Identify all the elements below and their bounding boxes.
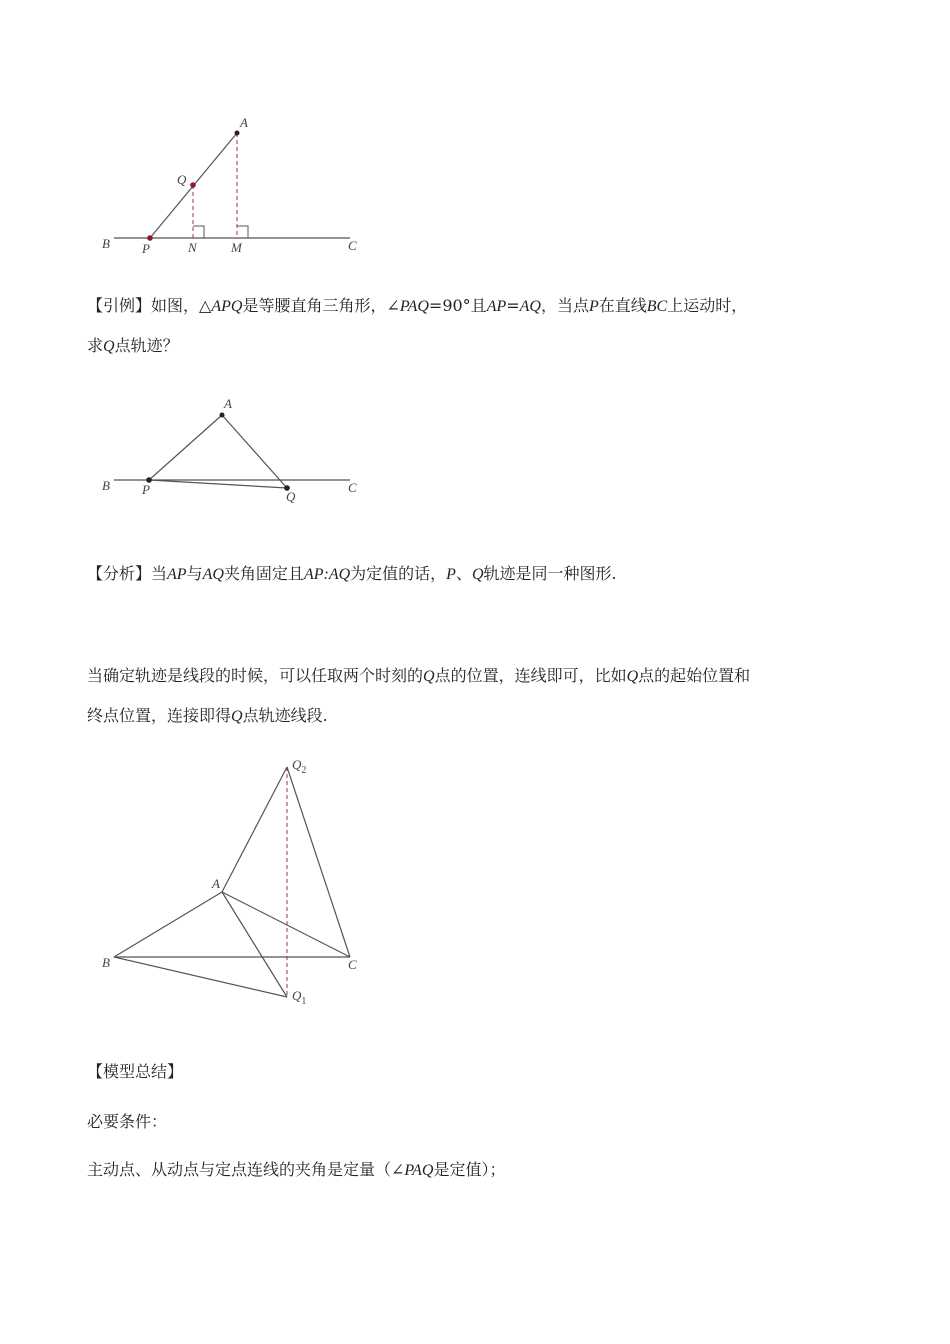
label-q2-letter: Q	[292, 757, 302, 772]
text: 为定值的话，	[350, 564, 447, 583]
math-q: Q	[103, 338, 115, 355]
math-q: Q	[231, 708, 243, 725]
point-a	[235, 131, 240, 136]
label-q: Q	[286, 489, 296, 504]
text: 、	[455, 564, 472, 583]
math-aq: AQ	[519, 298, 541, 315]
analysis-paragraph	[87, 556, 867, 593]
segment-line-2	[87, 698, 867, 735]
math-p: P	[588, 298, 599, 315]
label-c: C	[348, 480, 357, 495]
math-q: Q	[471, 566, 484, 583]
text: 当	[151, 564, 168, 583]
text: 轨迹是同一种图形.	[483, 564, 617, 583]
text: 点轨迹？	[114, 336, 179, 355]
math-q: Q	[626, 668, 639, 685]
analysis-line	[87, 556, 867, 593]
text: 点的位置，连线即可，比如	[434, 666, 627, 685]
right-angle-m	[237, 226, 248, 238]
segment-pq	[149, 480, 287, 488]
math-bc: BC	[646, 298, 668, 315]
figure-2-svg	[0, 392, 400, 512]
math-aq: AQ	[202, 566, 224, 583]
label-p: P	[142, 241, 150, 256]
math-ap: AP	[167, 566, 187, 583]
text: 当确定轨迹是线段的时候，可以任取两个时刻的	[87, 666, 424, 685]
text: 求	[87, 336, 104, 355]
summary-conditions-title: 必要条件：	[87, 1112, 168, 1131]
label-a: A	[212, 876, 220, 891]
label-q2	[292, 757, 306, 776]
text: 点轨迹线段.	[242, 706, 328, 725]
segment-ba	[114, 892, 222, 957]
figure-2	[0, 392, 400, 512]
text: 终点位置，连接即得	[87, 706, 232, 725]
label-q1-letter: Q	[292, 988, 302, 1003]
right-angle-n	[193, 226, 204, 238]
math-paq: PAQ	[399, 298, 429, 315]
text: 在直线	[598, 296, 647, 315]
segment-line-1	[87, 658, 867, 695]
figure-3	[0, 752, 400, 1012]
label-q1-sub: 1	[301, 996, 307, 1007]
segment-ac	[222, 892, 350, 957]
text: =90°且	[428, 296, 487, 315]
segment-aq	[222, 415, 287, 488]
summary-section	[87, 1054, 867, 1189]
math-ratio: AP:AQ	[303, 566, 351, 583]
label-c: C	[348, 238, 357, 253]
text: 是定值）；	[433, 1160, 506, 1179]
text: 主动点、从动点与定点连线的夹角是定量（∠	[87, 1160, 405, 1179]
point-a	[220, 413, 225, 418]
text: 点的起始位置和	[638, 666, 751, 685]
point-q	[190, 182, 196, 188]
math-p: P	[446, 566, 456, 583]
segment-paragraph	[87, 658, 867, 735]
label-b: B	[102, 478, 110, 493]
summary-condition-1	[87, 1152, 867, 1189]
label-a: A	[224, 396, 232, 411]
label-c: C	[348, 957, 357, 972]
intro-paragraph	[87, 288, 867, 365]
summary-title: 【模型总结】	[87, 1062, 184, 1081]
segment-bq1	[114, 957, 287, 997]
math-paq: PAQ	[404, 1162, 434, 1179]
segment-pa	[149, 415, 222, 480]
text: =	[506, 296, 520, 315]
math-q: Q	[423, 668, 435, 685]
text: ，当点	[540, 296, 589, 315]
point-p	[147, 235, 153, 241]
label-p: P	[142, 482, 150, 497]
figure-3-svg	[0, 752, 400, 1012]
intro-line-1	[87, 288, 867, 325]
label-m: M	[231, 240, 242, 255]
label-q: Q	[177, 172, 187, 187]
label-a: A	[240, 115, 248, 130]
label-q2-sub: 2	[301, 765, 307, 776]
math-ap: AP	[486, 298, 507, 315]
text: 是等腰直角三角形，∠	[242, 296, 400, 315]
label-n: N	[188, 240, 197, 255]
figure-1	[0, 110, 400, 260]
text: 如图，△	[151, 296, 212, 315]
text: 上运动时，	[667, 296, 748, 315]
math-apq: APQ	[211, 298, 243, 315]
segment-q2c	[287, 767, 350, 957]
text: 夹角固定且	[223, 564, 304, 583]
segment-aq2	[222, 767, 287, 892]
figure-1-svg	[0, 110, 400, 260]
intro-bracket: 【引例】	[87, 296, 152, 315]
intro-line-2	[87, 328, 867, 365]
text: 与	[186, 564, 203, 583]
analysis-bracket: 【分析】	[87, 564, 152, 583]
label-b: B	[102, 236, 110, 251]
label-q1	[292, 988, 306, 1007]
label-b: B	[102, 955, 110, 970]
segment-aq1	[222, 892, 287, 997]
